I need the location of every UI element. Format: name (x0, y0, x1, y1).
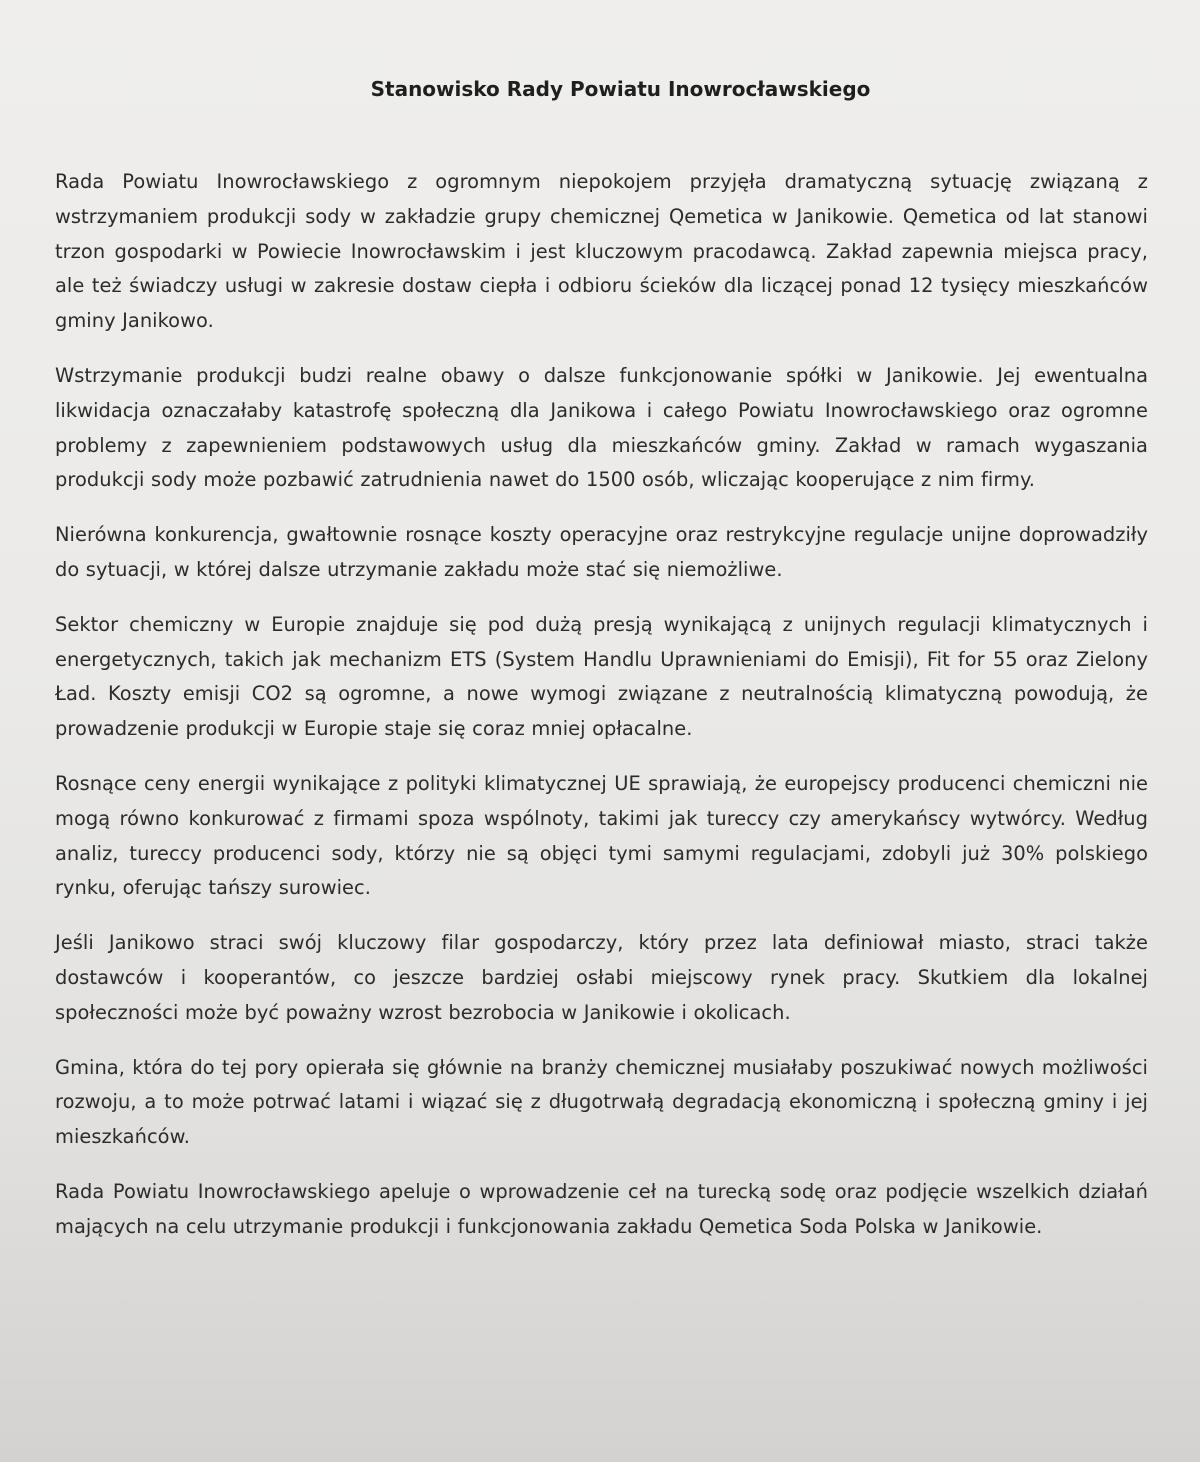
document-title: Stanowisko Rady Powiatu Inowrocławskiego (370, 77, 871, 101)
paragraph-1: Rada Powiatu Inowrocławskiego z ogromnym niepokojem przyjęła dramatyczną sytuację związaną z wstrzymaniem produkcji sody w zakładzie grupy chemicznej Qemetica w Janikowie. Qemetica od lat stanowi trzon gospodarki w Powiecie Inowrocławskim i jest kluczowym pracodawcą. Zakład zapewnia miejsca pracy, ale też świadczy usługi w zakresie dostaw ciepła i odbioru ścieków dla liczącej ponad 12 tysięcy mieszkańców gminy Janikowo. (55, 170, 1148, 333)
paragraph-4: Sektor chemiczny w Europie znajduje się pod dużą presją wynikającą z unijnych regulacji klimatycznych i energetycznych, takich jak mechanizm ETS (System Handlu Uprawnieniami do Emisji), Fit for 55 oraz Zielony Ład. Koszty emisji CO2 są ogromne, a nowe wymogi związane z neutralnością klimatyczną powodują, że prowadzenie produkcji w Europie staje się coraz mniej opłacalne. (55, 612, 1148, 741)
paragraph-3: Nierówna konkurencja, gwałtownie rosnące koszty operacyjne oraz restrykcyjne regulacje unijne doprowadziły do sytuacji, w której dalsze utrzymanie zakładu może stać się niemożliwe. (55, 523, 1148, 581)
paragraph-8: Rada Powiatu Inowrocławskiego apeluje o wprowadzenie ceł na turecką sodę oraz podjęcie wszelkich działań mających na celu utrzymanie produkcji i funkcjonowania zakładu Qemetica Soda Polska w Janikowie. (55, 1179, 1148, 1238)
paragraph-2: Wstrzymanie produkcji budzi realne obawy o dalsze funkcjonowanie spółki w Janikowie. Jej ewentualna likwidacja oznaczałaby katastrofę społeczną dla Janikowa i całego Powiatu Inowrocławskiego oraz ogromne problemy z zapewnieniem podstawowych usług dla mieszkańców gminy. Zakład w ramach wygaszania produkcji sody może pozbawić zatrudnienia nawet do 1500 osób, wliczając kooperujące z nim firmy. (55, 363, 1148, 492)
paragraph-6: Jeśli Janikowo straci swój kluczowy filar gospodarczy, który przez lata definiował miasto, straci także dostawców i kooperantów, co jeszcze bardziej osłabi miejscowy rynek pracy. Skutkiem dla lokalnej społeczności może być poważny wzrost bezrobocia w Janikowie i okolicach. (55, 931, 1148, 1024)
paragraph-7: Gmina, która do tej pory opierała się głównie na branży chemicznej musiałaby poszukiwać nowych możliwości rozwoju, a to może potrwać latami i wiązać się z długotrwałą degradacją ekonomiczną i społeczną gminy i jej mieszkańców. (55, 1055, 1148, 1149)
paragraph-5: Rosnące ceny energii wynikające z polityki klimatycznej UE sprawiają, że europejscy producenci chemiczni nie mogą równo konkurować z firmami spoza wspólnoty, takimi jak tureccy czy amerykańscy wytwórcy. Według analiz, tureccy producenci sody, którzy nie są objęci tymi samymi regulacjami, zdobyli już 30% polskiego rynku, oferując tańszy surowiec. (55, 771, 1148, 900)
